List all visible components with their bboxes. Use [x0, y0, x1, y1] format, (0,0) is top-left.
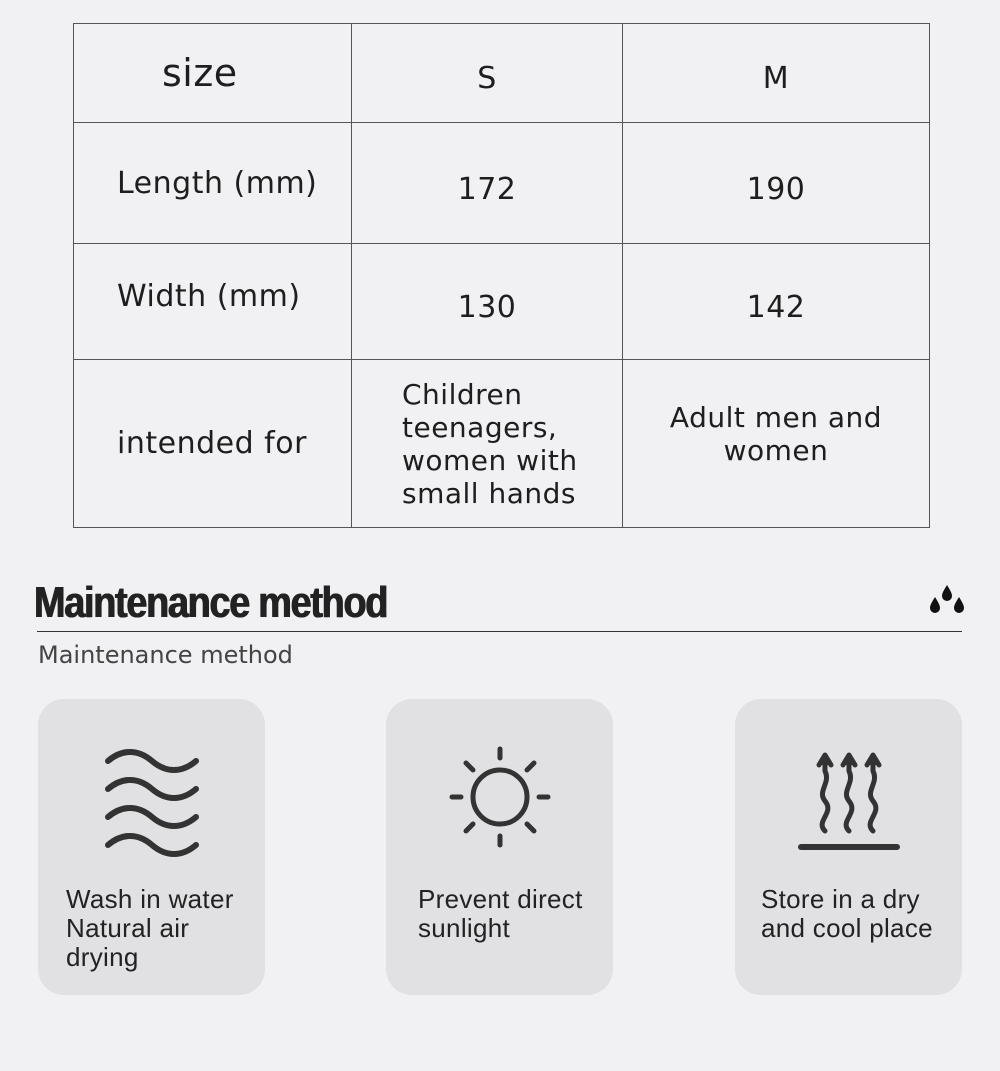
size-table: [73, 23, 930, 528]
intended-s-value: [352, 360, 623, 528]
care-caption: [66, 885, 257, 972]
care-caption: [418, 885, 605, 943]
length-s-value: 172: [352, 123, 623, 244]
care-caption-line: drying: [66, 942, 139, 972]
width-m-value: 142: [623, 244, 930, 360]
intended-s-line: women with: [402, 443, 578, 477]
intended-m-value: [623, 360, 930, 528]
care-card-storage: [735, 699, 962, 995]
care-caption-line: and cool place: [761, 913, 933, 943]
table-row-intended: [74, 360, 930, 528]
maintenance-title: Maintenance method: [34, 578, 388, 627]
intended-s-line: small hands: [402, 476, 576, 510]
care-caption: [761, 885, 954, 943]
length-m-value: 190: [623, 123, 930, 244]
width-s-value: 130: [352, 244, 623, 360]
size-header-label: size: [74, 24, 352, 123]
maintenance-subtitle: Maintenance method: [38, 641, 293, 669]
intended-s-line: Children: [402, 377, 523, 411]
care-caption-line: sunlight: [418, 913, 511, 943]
table-row-width: [74, 244, 930, 360]
intended-m-line: Adult men and: [669, 400, 883, 434]
heat-rising-icon: [791, 743, 907, 859]
waves-icon: [94, 743, 210, 859]
size-s-header: S: [352, 24, 623, 123]
care-caption-line: Store in a dry: [761, 884, 920, 914]
intended-label: intended for: [74, 360, 352, 528]
size-m-header: M: [623, 24, 930, 123]
sun-icon: [442, 743, 558, 859]
care-caption-line: Wash in water: [66, 884, 234, 914]
intended-s-line: teenagers,: [402, 410, 558, 444]
intended-m-line: women: [723, 433, 829, 467]
table-row-length: [74, 123, 930, 244]
care-card-sunlight: [386, 699, 613, 995]
length-label: Length (mm): [74, 123, 352, 244]
water-drops-icon: [929, 583, 965, 613]
table-header-row: [74, 24, 930, 123]
title-divider: [37, 631, 962, 632]
care-caption-line: Natural air: [66, 913, 190, 943]
width-label: Width (mm): [74, 244, 352, 360]
care-card-wash: [38, 699, 265, 995]
care-caption-line: Prevent direct: [418, 884, 583, 914]
